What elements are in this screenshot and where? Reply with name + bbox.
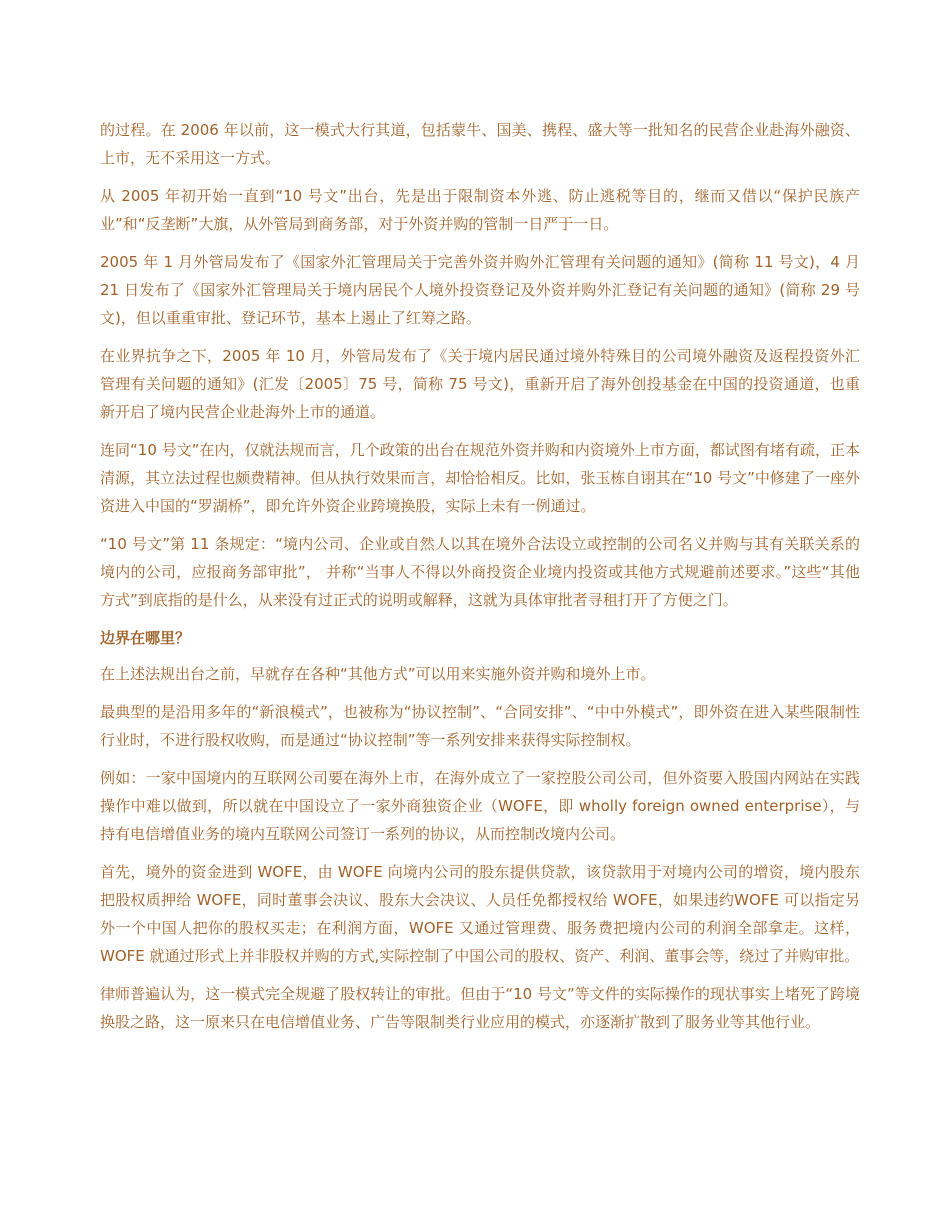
paragraph: 最典型的是沿用多年的“新浪模式”，也被称为“协议控制”、“合同安排”、“中中外模式”，即外资在进入某些限制性行业时，不进行股权收购，而是通过“协议控制”等一系列安排来获得实际控制权。 [100,703,860,749]
document-body [100,116,860,1046]
paragraph: 律师普遍认为，这一模式完全规避了股权转让的审批。但由于“10 号文”等文件的实际操作的现状事实上堵死了跨境换股之路，这一原来只在电信增值业务、广告等限制类行业应用的模式，亦逐渐扩散到了服务业等其他行业。 [100,985,860,1031]
paragraph: 连同“10 号文”在内，仅就法规而言，几个政策的出台在规范外资并购和内资境外上市方面，都试图有堵有疏，正本清源，其立法过程也颇费精神。但从执行效果而言，却恰恰相反。比如，张玉栋自诩其在“10 号文”中修建了一座外资进入中国的“罗湖桥”，即允许外资企业跨境换股，实际上未有一例通过。 [100,441,860,515]
paragraph: 例如：一家中国境内的互联网公司要在海外上市，在海外成立了一家控股公司公司，但外资要入股国内网站在实践操作中难以做到，所以就在中国设立了一家外商独资企业（WOFE，即 wholly foreign owned enterprise），与持有电信增值业务的境内互联网公司签订一系列的协议，从而控制改境内公司。 [100,769,860,843]
paragraph: 2005 年 1 月外管局发布了《国家外汇管理局关于完善外资并购外汇管理有关问题的通知》(简称 11 号文)，4 月 21 日发布了《国家外汇管理局关于境内居民个人境外投资登记及外资并购外汇登记有关问题的通知》(简称 29 号文)，但以重重审批、登记环节，基本上遏止了红筹之路。 [100,253,860,327]
paragraph: 的过程。在 2006 年以前，这一模式大行其道，包括蒙牛、国美、携程、盛大等一批知名的民营企业赴海外融资、上市，无不采用这一方式。 [100,121,860,167]
paragraph: 在业界抗争之下，2005 年 10 月，外管局发布了《关于境内居民通过境外特殊目的公司境外融资及返程投资外汇管理有关问题的通知》(汇发〔2005〕75 号，简称 75 号文)，重新开启了海外创投基金在中国的投资通道，也重新开启了境内民营企业赴海外上市的通道。 [100,347,860,421]
paragraph: 首先，境外的资金进到 WOFE，由 WOFE 向境内公司的股东提供贷款，该贷款用于对境内公司的增资，境内股东把股权质押给 WOFE，同时董事会决议、股东大会决议、人员任免都授权给 WOFE，如果违约WOFE 可以指定另外一个中国人把你的股权买走；在利润方面，WOFE 又通过管理费、服务费把境内公司的利润全部拿走。这样，WOFE 就通过形式上并非股权并购的方式,实际控制了中国公司的股权、资产、利润、董事会等，绕过了并购审批。 [100,863,860,965]
section-heading: 边界在哪里？ [100,629,191,647]
paragraph: “10 号文”第 11 条规定：“境内公司、企业或自然人以其在境外合法设立或控制的公司名义并购与其有关联关系的境内的公司，应报商务部审批”， 并称“当事人不得以外商投资企业境内投资或其他方式规避前述要求。”这些“其他方式”到底指的是什么，从来没有过正式的说明或解释，这就为具体审批者寻租打开了方便之门。 [100,535,860,609]
paragraph: 在上述法规出台之前，早就存在各种“其他方式”可以用来实施外资并购和境外上市。 [100,665,656,683]
paragraph: 从 2005 年初开始一直到“10 号文”出台，先是出于限制资本外逃、防止逃税等目的，继而又借以“保护民族产业”和“反垄断”大旗，从外管局到商务部，对于外资并购的管制一日严于一日。 [100,187,860,233]
